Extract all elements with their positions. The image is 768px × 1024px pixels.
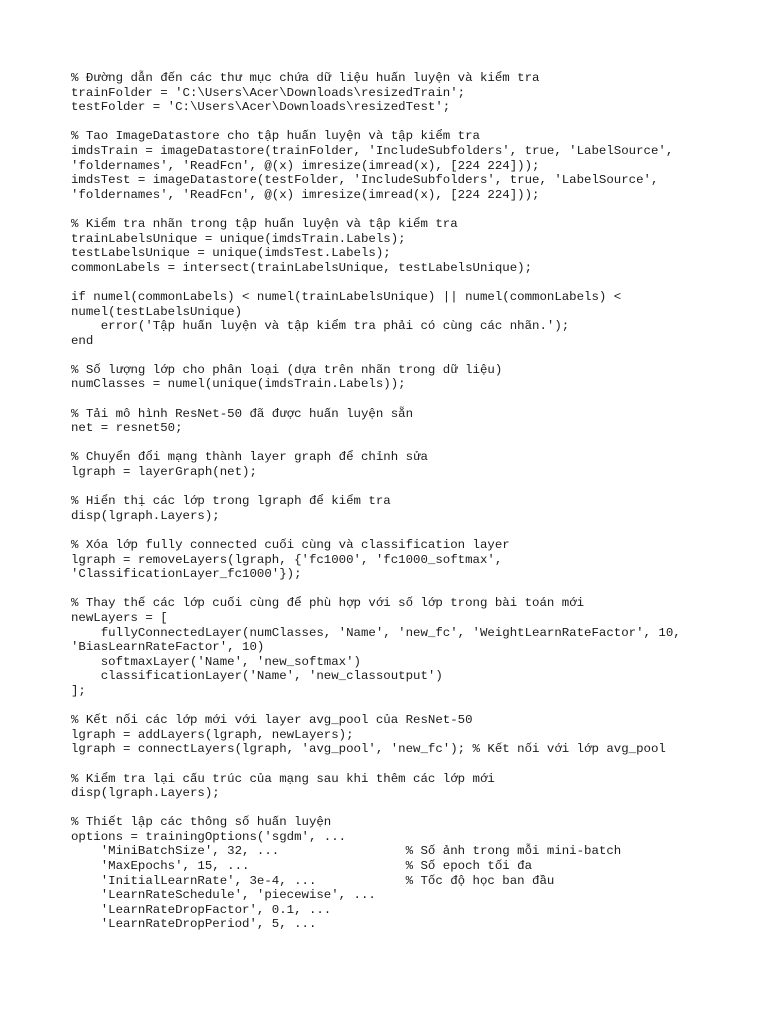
code-line: net = resnet50; xyxy=(71,421,183,436)
comment-line: % Thay thế các lớp cuối cùng để phù hợp với số lớp trong bài toán mới xyxy=(71,596,585,611)
code-line: trainFolder = 'C:\Users\Acer\Downloads\resizedTrain'; xyxy=(71,85,466,100)
code-line: fullyConnectedLayer(numClasses, 'Name', 'new_fc', 'WeightLearnRateFactor', 10, xyxy=(71,625,681,640)
document-page xyxy=(71,71,761,947)
comment-line: % Xóa lớp fully connected cuối cùng và classification layer xyxy=(71,538,510,552)
code-line: 'LearnRateDropPeriod', 5, ... xyxy=(71,917,317,932)
code-line: commonLabels = intersect(trainLabelsUnique, testLabelsUnique); xyxy=(71,260,533,275)
comment-line: % Kiểm tra nhãn trong tập huấn luyện và tập kiểm tra xyxy=(71,216,458,231)
code-line: testLabelsUnique = unique(imdsTest.Labels); xyxy=(71,246,391,261)
code-line: lgraph = layerGraph(net); xyxy=(71,465,257,480)
code-line: lgraph = connectLayers(lgraph, 'avg_pool', 'new_fc'); % Kết nối với lớp avg_pool xyxy=(71,742,666,757)
code-line: end xyxy=(71,333,94,348)
code-line: if numel(commonLabels) < numel(trainLabelsUnique) || numel(commonLabels) < xyxy=(71,289,622,304)
comment-line: % Chuyển đổi mạng thành layer graph để chỉnh sửa xyxy=(71,450,428,465)
code-block xyxy=(71,596,761,698)
code-block xyxy=(71,538,761,582)
code-line: imdsTest = imageDatastore(testFolder, 'IncludeSubfolders', true, 'LabelSource', xyxy=(71,173,659,188)
code-line: 'MiniBatchSize', 32, ... % Số ảnh trong mỗi mini-batch xyxy=(71,844,622,859)
code-block xyxy=(71,713,761,757)
code-line: 'foldernames', 'ReadFcn', @(x) imresize(imread(x), [224 224])); xyxy=(71,158,540,173)
code-line: options = trainingOptions('sgdm', ... xyxy=(71,829,347,844)
code-line: softmaxLayer('Name', 'new_softmax') xyxy=(71,654,361,669)
code-line: imdsTrain = imageDatastore(trainFolder, 'IncludeSubfolders', true, 'LabelSource', xyxy=(71,143,674,158)
code-block xyxy=(71,772,761,801)
code-line: numel(testLabelsUnique) xyxy=(71,304,243,319)
code-line: disp(lgraph.Layers); xyxy=(71,508,220,523)
code-line: numClasses = numel(unique(imdsTrain.Labels)); xyxy=(71,377,406,392)
code-line: 'LearnRateDropFactor', 0.1, ... xyxy=(71,902,332,917)
code-block xyxy=(71,363,761,392)
code-line: newLayers = [ xyxy=(71,610,168,625)
code-line: 'InitialLearnRate', 3e-4, ... % Tốc độ học ban đầu xyxy=(71,873,555,888)
comment-line: % Đường dẫn đến các thư mục chứa dữ liệu huấn luyện và kiểm tra xyxy=(71,71,540,85)
code-block xyxy=(71,71,761,115)
code-block xyxy=(71,129,761,202)
comment-line: % Kiểm tra lại cấu trúc của mạng sau khi thêm các lớp mới xyxy=(71,771,495,786)
comment-line: % Hiển thị các lớp trong lgraph để kiểm tra xyxy=(71,494,391,509)
code-line: testFolder = 'C:\Users\Acer\Downloads\resizedTest'; xyxy=(71,100,451,115)
code-line: error('Tập huấn luyện và tập kiểm tra phải có cùng các nhãn.'); xyxy=(71,319,570,334)
code-block xyxy=(71,407,761,436)
code-line: lgraph = addLayers(lgraph, newLayers); xyxy=(71,727,354,742)
comment-line: % Tải mô hình ResNet-50 đã được huấn luyện sẵn xyxy=(71,406,414,421)
code-block xyxy=(71,217,761,275)
code-block xyxy=(71,450,761,479)
code-line: classificationLayer('Name', 'new_classoutput') xyxy=(71,669,443,684)
code-line: 'BiasLearnRateFactor', 10) xyxy=(71,640,265,655)
code-line: 'foldernames', 'ReadFcn', @(x) imresize(imread(x), [224 224])); xyxy=(71,187,540,202)
code-block xyxy=(71,290,761,348)
code-line: 'MaxEpochs', 15, ... % Số epoch tối đa xyxy=(71,859,533,874)
code-line: ]; xyxy=(71,683,86,698)
code-line: 'ClassificationLayer_fc1000'}); xyxy=(71,567,302,582)
code-block xyxy=(71,494,761,523)
code-block xyxy=(71,815,761,932)
code-line: 'LearnRateSchedule', 'piecewise', ... xyxy=(71,888,376,903)
comment-line: % Kết nối các lớp mới với layer avg_pool của ResNet-50 xyxy=(71,713,473,728)
code-line: disp(lgraph.Layers); xyxy=(71,786,220,801)
comment-line: % Số lượng lớp cho phân loại (dựa trên nhãn trong dữ liệu) xyxy=(71,362,503,377)
comment-line: % Thiết lập các thông số huấn luyện xyxy=(71,815,332,830)
code-line: trainLabelsUnique = unique(imdsTrain.Labels); xyxy=(71,231,406,246)
comment-line: % Tao ImageDatastore cho tập huấn luyện và tập kiểm tra xyxy=(71,129,480,144)
code-line: lgraph = removeLayers(lgraph, {'fc1000', 'fc1000_softmax', xyxy=(71,552,503,567)
